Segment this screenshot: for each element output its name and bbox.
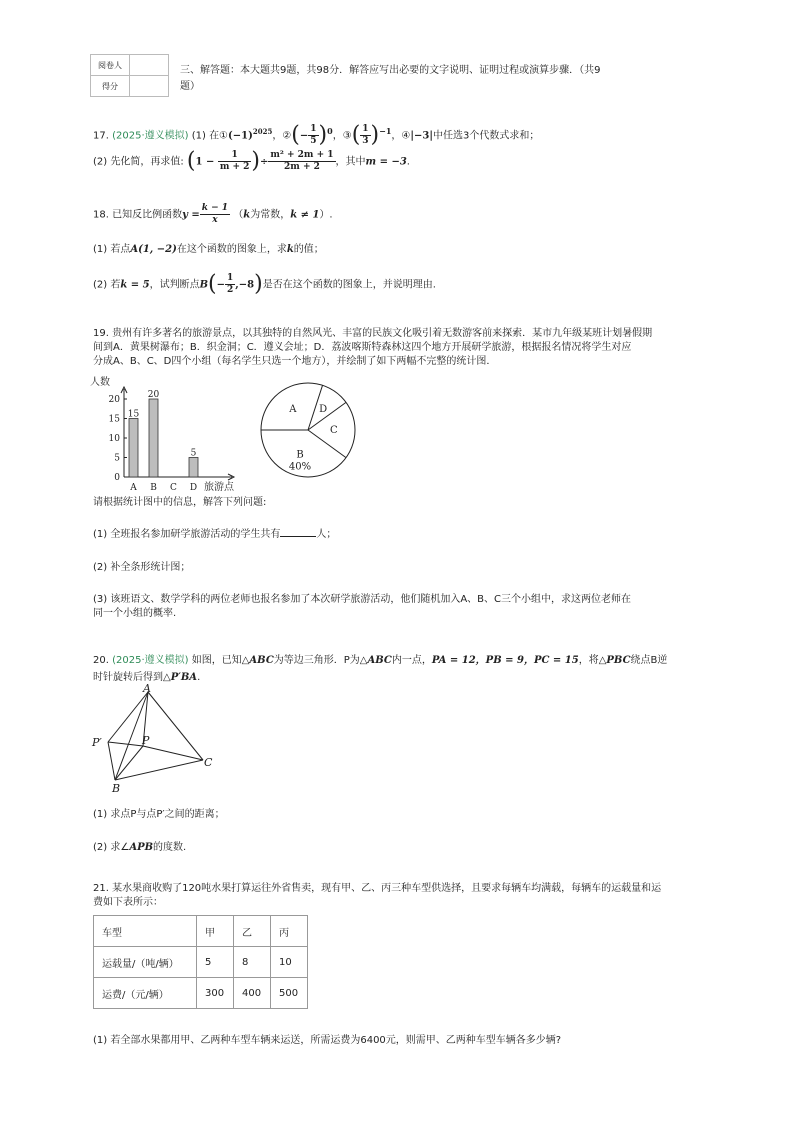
table-header-row [94, 916, 308, 947]
table-row [94, 978, 308, 1009]
frac-num: 1 [218, 150, 252, 162]
frac-den: 2m + 2 [284, 162, 320, 172]
q17-frac1 [308, 124, 318, 147]
frac-num: 1 [362, 124, 369, 134]
table-row [94, 947, 308, 978]
pie-label-c: C [330, 425, 338, 436]
q21-line2: 费如下表所示： [93, 897, 163, 908]
label-p: P [142, 734, 150, 747]
bar-chart [88, 375, 248, 493]
q18-text: ）. [319, 209, 333, 221]
q20-text: 为等边三角形．P为△ [273, 655, 368, 666]
reviewer-label: 阅卷人 [91, 55, 130, 76]
truck-table [93, 915, 308, 1009]
segment-bc [115, 760, 203, 780]
q17-frac2 [360, 124, 370, 147]
section-header [180, 63, 630, 95]
q19-part3 [93, 593, 631, 621]
q20-stem-line2 [93, 671, 200, 685]
frac-den: 2 [227, 285, 234, 295]
x-tick-label: A [130, 483, 137, 493]
q19-line3: 分成A、B、C、D四个小组（每名学生只选一个地方），并绘制了如下两幅不完整的统计图． [93, 356, 497, 367]
q20-cond: PA = 12，PB = 9，PC = 15 [431, 655, 579, 666]
q21-stem [93, 882, 661, 910]
q17-text: 中任选3个代数式求和； [433, 130, 540, 142]
q19-line2: 间到A．黄果树瀑布；B．织金洞；C．遵义会址；D．荔波喀斯特森林这四个地方开展研学旅游，根据报名情况将学生对应 [93, 342, 632, 353]
paren-right: ) [254, 271, 263, 297]
q17-expr1: (−1) [228, 130, 253, 142]
table-cell: 运费/（元/辆） [94, 978, 197, 1009]
q18-text: ，试判断点 [149, 279, 200, 291]
q19-part3-line2: 同一个小组的概率. [93, 608, 177, 619]
q20-text: 的度数. [153, 842, 187, 853]
q19-text: 人； [316, 529, 337, 540]
paren-left: ( [186, 148, 196, 174]
table-cell: 500 [271, 978, 308, 1009]
q17-frac4 [268, 150, 335, 173]
bar-value-label: 5 [190, 448, 197, 459]
bar-value-label: 15 [127, 409, 140, 420]
divide-sign: ÷ [260, 156, 269, 168]
table-header-cell: 甲 [197, 916, 234, 947]
q20-text: 内一点， [391, 655, 432, 666]
segment-p1p [108, 742, 143, 746]
q17-text: (1) 在① [191, 130, 229, 142]
q17-part2 [93, 150, 410, 173]
paren-left: ( [351, 122, 361, 148]
frac-num: m² + 2m + 1 [270, 150, 334, 160]
y-tick-label: 15 [108, 414, 120, 425]
q17-exp1: 2025 [252, 127, 273, 137]
pie-percent-label: 40% [288, 461, 312, 473]
q20-part2 [93, 841, 186, 855]
table-header-cell: 车型 [94, 916, 197, 947]
q17-frac3 [218, 150, 252, 173]
q18-part2 [93, 273, 436, 296]
frac-num: 1 [227, 273, 234, 283]
bar-d [189, 458, 198, 478]
frac-num: 1 [310, 124, 317, 134]
q19-part2: (2) 补全条形统计图； [93, 562, 191, 573]
minus-sign: − [216, 279, 226, 291]
table-cell: 8 [234, 947, 271, 978]
q18-part1 [93, 243, 324, 257]
q17-sep: ，④ [391, 130, 411, 142]
q19-part3-line1: (3) 该班语文、数学学科的两位老师也报名参加了本次研学旅游活动，他们随机加入A、B、C三个小组中，求这两位老师在 [93, 594, 632, 605]
q17-sep: ，② [272, 130, 292, 142]
q19-instruction: 请根据统计图中的信息，解答下列问题: [93, 497, 267, 508]
bar-value-label: 20 [147, 390, 160, 400]
q18-text: (1) 若点 [93, 244, 131, 255]
q17-text: (2) 先化简，再求值: [93, 156, 184, 168]
q21-line1: 21. 某水果商收购了120吨水果打算运往外省售卖，现有甲、乙、丙三种车型供选择，且要求每辆车均满载，每辆车的运载量和运 [93, 883, 662, 894]
frac-den: 3 [362, 136, 369, 146]
q20-number: 20. [93, 655, 109, 666]
q18-k: k [286, 244, 294, 255]
q20-pbc: PBC [606, 655, 631, 666]
q17-exp2: 0 [327, 126, 333, 137]
table-header-cell: 丙 [271, 916, 308, 947]
q20-part1: (1) 求点P与点P′之间的距离； [93, 809, 225, 820]
y-axis-label: 人数 [90, 377, 110, 388]
x-axis-label: 旅游点 [204, 482, 234, 493]
paren-left: ( [291, 122, 300, 148]
q17-cond: m = −3 [365, 156, 407, 168]
pie-label-a: A [289, 404, 297, 416]
table-cell: 运载量/（吨/辆） [94, 947, 197, 978]
q18-text: 在这个函数的图象上，求 [176, 244, 287, 255]
q20-abc: ABC [249, 655, 274, 666]
q18-text: 的值； [293, 244, 324, 255]
q17-text: ，其中 [335, 156, 366, 168]
q18-k: k [243, 209, 251, 221]
label-b: B [112, 782, 121, 794]
q19-line1: 19. 贵州有许多著名的旅游景点，以其独特的自然风光、丰富的民族文化吸引着无数游客前来探索．某市九年级某班计划暑假期 [93, 328, 653, 339]
q18-k: k = 5 [120, 279, 150, 291]
frac-den: x [212, 215, 218, 225]
table-cell: 400 [234, 978, 271, 1009]
q17-sep: ，③ [332, 130, 352, 142]
q18-point: A(1, −2) [130, 244, 177, 255]
q20-text: . [197, 672, 201, 683]
q19-stem [93, 327, 652, 369]
triangle-figure [90, 684, 220, 794]
reviewer-cell [130, 55, 169, 76]
answer-blank[interactable] [280, 536, 316, 537]
score-box [90, 54, 169, 97]
frac-num: k − 1 [201, 203, 229, 213]
q20-text: (2) 求∠ [93, 842, 130, 853]
pie-chart [258, 380, 368, 480]
x-tick-label: B [150, 483, 157, 493]
q17-text: . [406, 156, 410, 168]
q18-func-frac [200, 203, 230, 226]
x-tick-label: D [189, 483, 198, 493]
q18-text: 18. 已知反比例函数 [93, 209, 183, 221]
frac-den: m + 2 [219, 162, 250, 172]
score-label: 得分 [91, 76, 130, 97]
q20-source-tag: (2025·遵义模拟) [112, 655, 189, 666]
q18-stem [93, 203, 333, 226]
q20-pba: P′BA [170, 672, 198, 683]
paren-left: ( [208, 271, 217, 297]
q21-part1: (1) 若全部水果都用甲、乙两种车型车辆来运送，所需运费为6400元，则需甲、乙两种车型车辆各多少辆? [93, 1035, 562, 1046]
segment-ac [148, 692, 203, 760]
frac-den: 5 [310, 136, 317, 146]
y-tick-label: 20 [108, 395, 120, 405]
segment-p1b [108, 742, 115, 780]
q20-angle: APB [129, 842, 154, 853]
section-header-line2: 题） [180, 81, 200, 92]
pie-label-b: B [296, 449, 304, 461]
q20-text: ，将△ [578, 655, 607, 666]
table-cell: 10 [271, 947, 308, 978]
paren-right: ) [370, 122, 380, 148]
bar-a [129, 419, 138, 478]
q20-text: 如图，已知△ [191, 655, 250, 666]
q17-expr4: |−3| [410, 130, 434, 142]
y-tick-label: 10 [108, 434, 120, 444]
bar-b [149, 399, 158, 477]
table-cell: 5 [197, 947, 234, 978]
q19-part1 [93, 528, 336, 542]
table-header-cell: 乙 [234, 916, 271, 947]
q17-number: 17. [93, 130, 109, 142]
minus-sign: − [299, 130, 309, 142]
y-tick-label: 5 [114, 453, 120, 464]
q18-frac [225, 273, 235, 296]
one: 1 − [195, 156, 218, 168]
label-p-prime: P′ [92, 736, 102, 749]
table-cell: 300 [197, 978, 234, 1009]
q20-abc: ABC [367, 655, 392, 666]
q20-text: 时针旋转后得到△ [93, 672, 171, 683]
pie-label-d: D [319, 404, 328, 416]
q18-point: B [199, 279, 209, 291]
q18-text: 是否在这个函数的图象上，并说明理由. [262, 279, 436, 291]
section-header-line1: 三、解答题：本大题共9题，共98分．解答应写出必要的文字说明、证明过程或演算步骤．（共9 [180, 65, 601, 76]
label-c: C [204, 756, 213, 769]
q18-text: (2) 若 [93, 279, 121, 291]
q20-text: 绕点B逆 [630, 655, 668, 666]
q18-text: 为常数， [250, 209, 291, 221]
comma: , [235, 279, 239, 291]
y-tick-label: 0 [114, 473, 120, 483]
q18-kcond: k ≠ 1 [290, 209, 320, 221]
paren-right: ) [251, 148, 260, 174]
score-cell [130, 76, 169, 97]
x-tick-label: C [170, 483, 177, 493]
q20-stem [93, 654, 667, 668]
q19-text: (1) 全班报名参加研学旅游活动的学生共有 [93, 529, 281, 540]
q18-y: −8 [238, 279, 255, 291]
q17-source-tag: (2025·遵义模拟) [112, 130, 189, 142]
label-a: A [143, 684, 151, 695]
paren-right: ) [318, 122, 328, 148]
q17-exp3: −1 [379, 126, 392, 137]
q18-func: y = [182, 209, 200, 221]
q18-text: （ [233, 209, 244, 221]
q17-part1 [93, 124, 539, 147]
